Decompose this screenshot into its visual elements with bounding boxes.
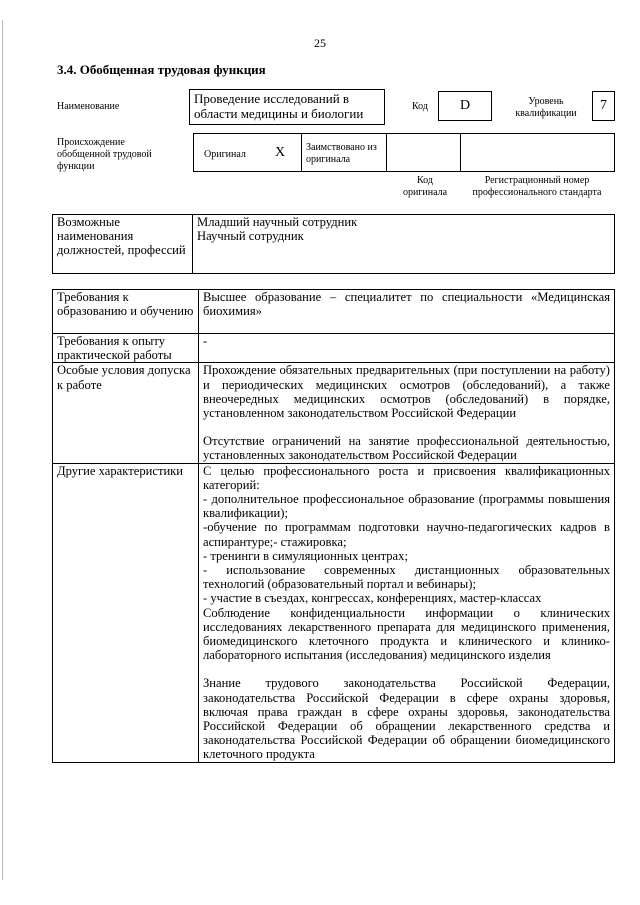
other-paragraph: - дополнительное профессиональное образование (программы повышения квалификации); [203, 492, 610, 521]
conditions-label-text: Особые условия допуска к работе [57, 363, 191, 392]
scan-edge-line [2, 20, 3, 880]
code-value: D [459, 98, 471, 113]
positions-label-text: Возможные наименования должностей, профессий [57, 215, 186, 258]
origin-divider-2 [386, 133, 387, 172]
name-label: Наименование [57, 101, 120, 112]
positions-label [53, 215, 193, 274]
level-value-box [592, 91, 615, 121]
level-label: Уровень квалификации [515, 96, 577, 119]
positions-values [193, 215, 615, 274]
other-paragraph: - участие в съездах, конгрессах, конференциях, мастер-классах [203, 591, 542, 606]
experience-label [53, 334, 199, 363]
other-paragraph: С целью профессионального роста и присвоения квалификационных категорий: [203, 463, 610, 492]
other-paragraph: Знание трудового законодательства Российской Федерации, законодательства Российской Федерации в сфере охраны здоровья, включая права граждан в сфере охраны здоровья, законодательства Российской Федерации об обращении лекарственного средства и законодательства Российской Федерации об обращении биомедицинского клеточного продукта [203, 676, 610, 762]
education-value [199, 290, 615, 334]
code-value-box [438, 91, 492, 121]
education-text: Высшее образование – специалитет по специальности «Медицинская биохимия» [203, 290, 610, 319]
experience-label-text: Требования к опыту практической работы [57, 334, 172, 363]
origin-label: Происхождение обобщенной трудовой функции [57, 137, 152, 172]
other-value [199, 463, 615, 762]
origin-divider-3 [460, 133, 461, 172]
other-paragraph: - тренинги в симуляционных центрах; [203, 548, 408, 563]
table-row [53, 363, 615, 463]
conditions-value [199, 363, 615, 463]
requirements-table [52, 289, 615, 763]
experience-text: - [203, 334, 208, 348]
original-mark: X [275, 145, 286, 160]
origin-divider-1 [301, 133, 302, 172]
origin-table [193, 133, 615, 172]
position-item: Научный сотрудник [197, 229, 304, 244]
positions-table [52, 214, 615, 274]
other-paragraph: -обучение по программам подготовки научно-педагогических кадров в аспирантуре;- стажировка; [203, 520, 610, 549]
section-title: 3.4. Обобщенная трудовая функция [57, 62, 266, 77]
conditions-paragraph: Прохождение обязательных предварительных (при поступлении на работу) и периодических медицинских осмотров (обследований), а также внеочередных медицинских осмотров (обследований) в порядке, установленном законодательством Российской Федерации [203, 363, 610, 421]
borrowed-label: Заимствовано из оригинала [306, 142, 377, 165]
code-original-label: Код оригинала [402, 175, 448, 198]
table-row [53, 215, 615, 274]
position-item: Младший научный сотрудник [197, 215, 358, 229]
table-row [53, 334, 615, 363]
table-row [53, 463, 615, 762]
conditions-paragraph: Отсутствие ограничений на занятие профессиональной деятельностью, установленных законодательством Российской Федерации [203, 434, 610, 463]
table-row [53, 290, 615, 334]
page-number: 25 [314, 36, 326, 50]
other-paragraph: Соблюдение конфиденциальности информации о клинических исследованиях лекарственного препарата для медицинского применения, биомедицинского клеточного продукта и клинического и клинико-лабораторного испытания (исследования) медицинского изделия [203, 605, 610, 663]
reg-number-label: Регистрационный номер профессионального стандарта [472, 175, 602, 198]
education-label-text: Требования к образованию и обучению [57, 290, 194, 319]
name-value [189, 89, 385, 125]
other-label-text: Другие характеристики [57, 463, 184, 478]
other-paragraph: - использование современных дистанционных образовательных технологий (образовательный портал и вебинары); [203, 563, 610, 592]
original-label: Оригинал [204, 149, 246, 160]
code-label: Код [412, 101, 428, 112]
experience-value [199, 334, 615, 363]
conditions-label [53, 363, 199, 463]
name-value-text: Проведение исследований в области медицины и биологии [194, 91, 364, 121]
education-label [53, 290, 199, 334]
other-label [53, 463, 199, 762]
level-value: 7 [600, 98, 607, 113]
